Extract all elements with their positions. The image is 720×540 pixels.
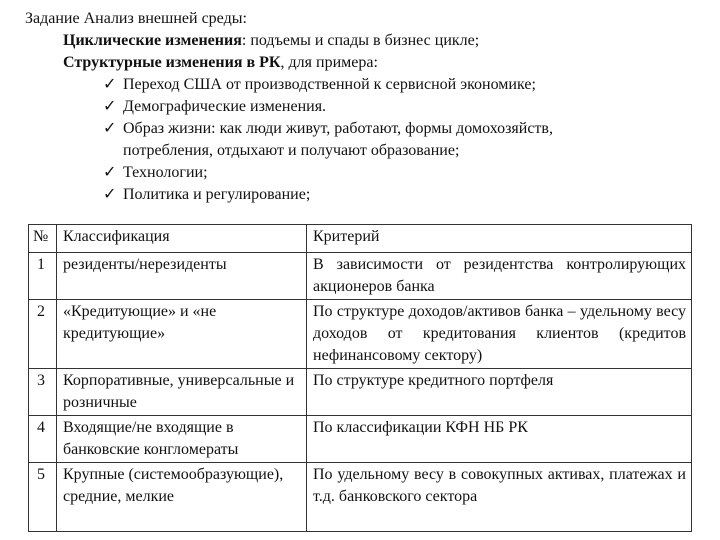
checklist-item-text: Переход США от производственной к сервисной экономике; [123,76,536,93]
check-mark-icon: ✓ [103,76,117,93]
row-number: 1 [29,253,57,300]
row-criterion: По удельному весу в совокупных активах, платежах и т.д. банковского сектора [307,463,692,532]
row-classification: резиденты/нерезиденты [57,253,307,300]
checklist-item [25,96,705,118]
intro-section [25,8,705,206]
table-row [29,300,692,369]
check-mark-icon: ✓ [103,120,117,137]
structural-changes-line [25,52,705,74]
row-criterion: По структуре кредитного портфеля [307,369,692,416]
row-number: 5 [29,463,57,532]
table-header-row [29,225,692,253]
row-classification: Входящие/не входящие в банковские конгломераты [57,416,307,463]
row-classification: «Кредитующие» и «не кредитующие» [57,300,307,369]
table-row [29,253,692,300]
row-criterion: В зависимости от резидентства контролирующих акционеров банка [307,253,692,300]
check-mark-icon: ✓ [103,98,117,115]
checklist-item [25,74,705,96]
checklist-item-text: Образ жизни: как люди живут, работают, формы домохозяйств, потребления, отдыхают и получают образование; [123,120,553,159]
checklist-item [25,162,705,184]
header-number: № [29,225,57,253]
table-row [29,369,692,416]
structural-changes-label: Структурные изменения в РК [63,54,281,71]
row-number: 4 [29,416,57,463]
checklist-item [25,118,705,162]
row-number: 3 [29,369,57,416]
row-number: 2 [29,300,57,369]
row-criterion: По классификации КФН НБ РК [307,416,692,463]
classification-table [28,224,692,532]
checklist-item-text: Демографические изменения. [123,98,327,115]
structural-changes-text: , для примера: [280,54,378,71]
row-classification: Крупные (системообразующие), средние, мелкие [57,463,307,532]
row-classification: Корпоративные, универсальные и розничные [57,369,307,416]
task-title: Задание Анализ внешней среды: [25,10,247,27]
cyclical-changes-label: Циклические изменения [63,32,242,49]
header-criterion: Критерий [307,225,692,253]
cyclical-changes-text: : подъемы и спады в бизнес цикле; [241,32,480,49]
check-mark-icon: ✓ [103,186,117,203]
table-row [29,416,692,463]
checklist-item [25,184,705,206]
table-row [29,463,692,532]
cyclical-changes-line [25,30,705,52]
checklist-item-text: Технологии; [123,164,208,181]
checklist-item-text: Политика и регулирование; [123,186,311,203]
header-classification: Классификация [57,225,307,253]
row-criterion: По структуре доходов/активов банка – удельному весу доходов от кредитования клиентов (кредитов нефинансовому сектору) [307,300,692,369]
check-mark-icon: ✓ [103,164,117,181]
